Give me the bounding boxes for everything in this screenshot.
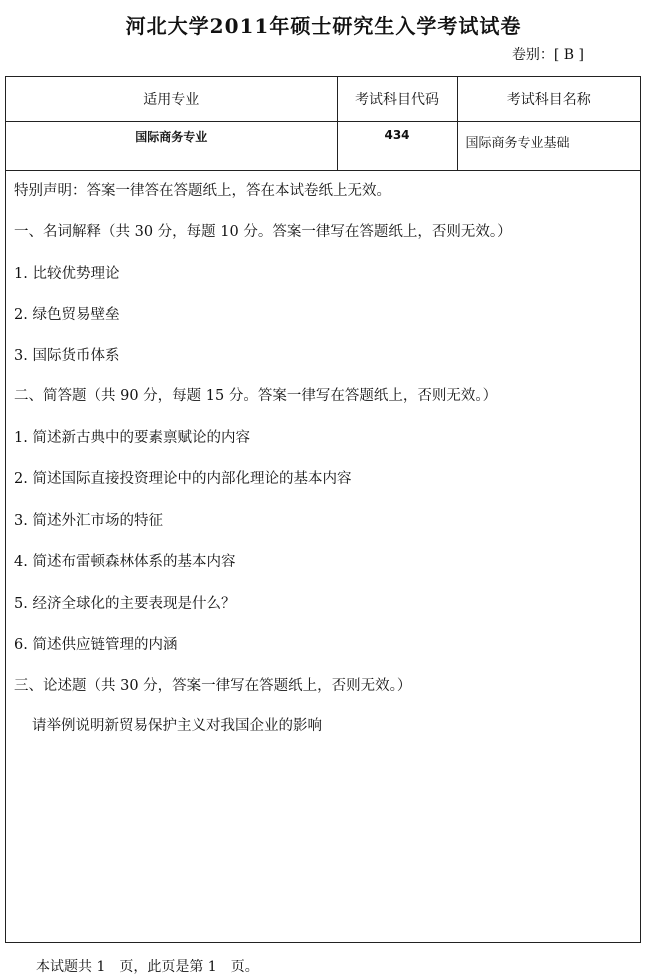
- exam-title: 河北大学2011年硕士研究生入学考试试卷: [125, 14, 522, 38]
- exam-frame: [5, 76, 641, 943]
- exam-info-table: [6, 77, 640, 171]
- section-1-heading: 一、名词解释（共 30 分，每题 10 分。答案一律写在答题纸上，否则无效。）: [14, 224, 512, 240]
- page-footer: 本试题共 1 页，此页是第 1 页。: [36, 959, 259, 975]
- section-2-item: 5. 经济全球化的主要表现是什么？: [14, 596, 236, 612]
- section-2-item: 4. 简述布雷顿森林体系的基本内容: [14, 554, 236, 570]
- section-1-item: 2. 绿色贸易壁垒: [14, 307, 120, 323]
- cell-major: 国际商务专业: [6, 122, 337, 171]
- section-2-item: 6. 简述供应链管理的内涵: [14, 637, 178, 653]
- special-notice: 特别声明：答案一律答在答题纸上，答在本试卷纸上无效。: [14, 183, 391, 199]
- section-3-heading: 三、论述题（共 30 分，答案一律写在答题纸上，否则无效。）: [14, 678, 412, 694]
- header-applicable-major: 适用专业: [6, 77, 337, 122]
- header-subject-code: 考试科目代码: [337, 77, 457, 122]
- section-2-item: 3. 简述外汇市场的特征: [14, 513, 163, 529]
- paper-type-label: 卷别：[ B ]: [511, 47, 584, 63]
- cell-subject-name: 国际商务专业基础: [457, 122, 640, 171]
- section-2-item: 1. 简述新古典中的要素禀赋论的内容: [14, 430, 250, 446]
- section-1-item: 1. 比较优势理论: [14, 266, 120, 282]
- header-subject-name: 考试科目名称: [457, 77, 640, 122]
- section-1-item: 3. 国际货币体系: [14, 348, 120, 364]
- section-3-question: 请举例说明新贸易保护主义对我国企业的影响: [32, 718, 322, 734]
- section-2-item: 2. 简述国际直接投资理论中的内部化理论的基本内容: [14, 471, 352, 487]
- cell-subject-code: 434: [337, 122, 457, 171]
- section-2-heading: 二、简答题（共 90 分，每题 15 分。答案一律写在答题纸上，否则无效。）: [14, 388, 498, 404]
